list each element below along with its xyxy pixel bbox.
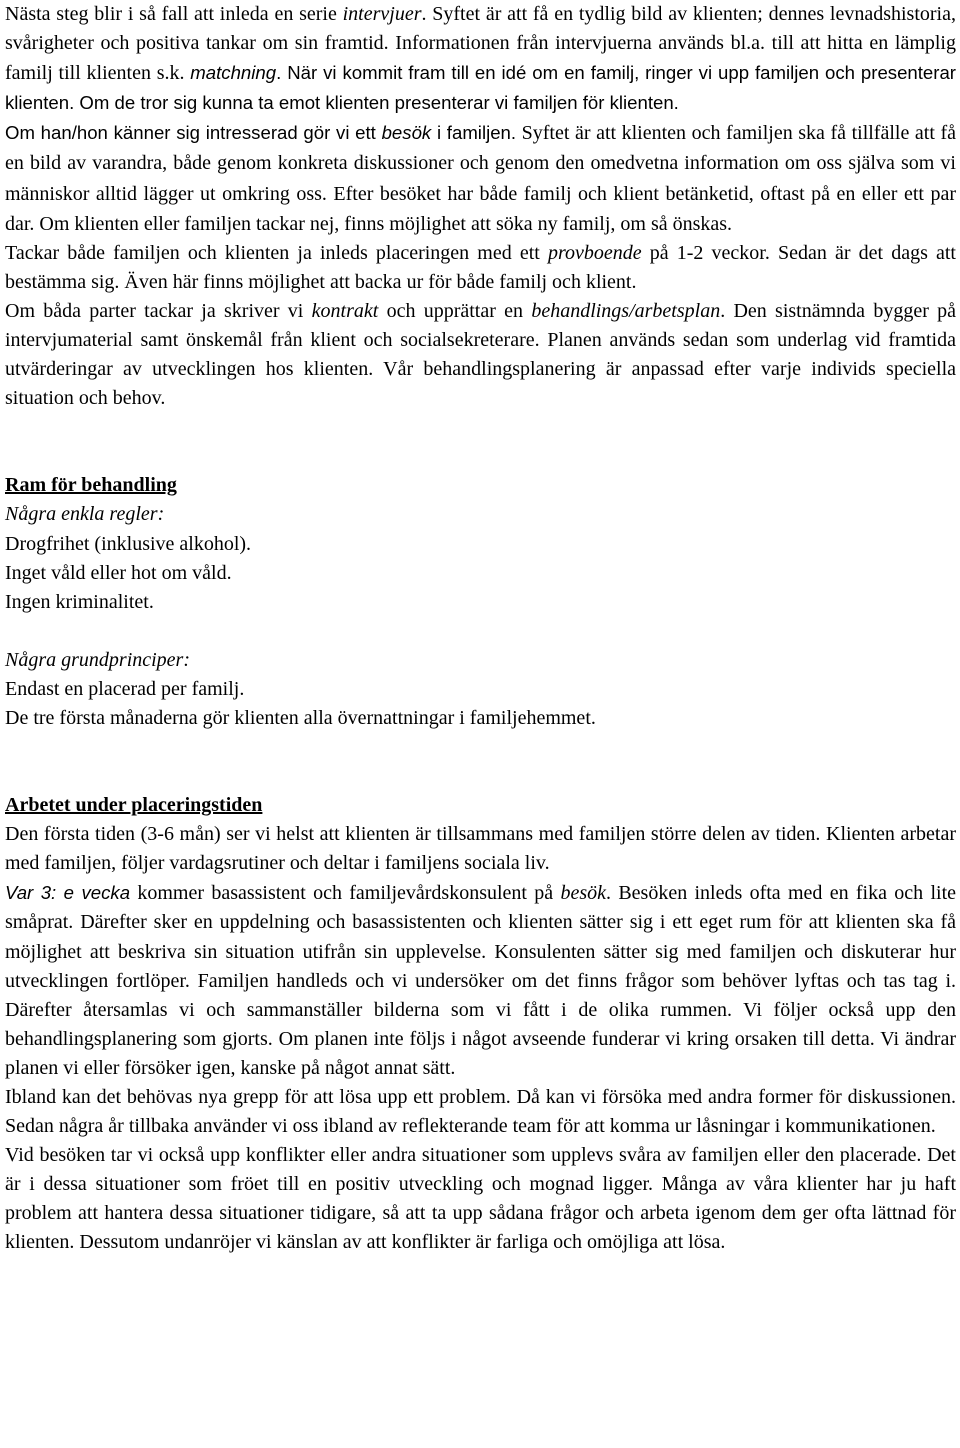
- contract-text-3: . Den sistnämnda bygger på intervjumaterial samt önskemål från klient och socialsekreterare. Planen används sedan som underlag vid framtida utvärderingar av utvecklingen hos klienten. Vår behandlingsplanering är anpassad efter varje individs speciella situation och behov.: [5, 299, 956, 410]
- rule-item: Ingen kriminalitet.: [5, 590, 154, 613]
- arbetet-text-a: kommer basassistent och familjevårdskonsulent på: [130, 882, 561, 905]
- section-spacer: [5, 413, 956, 471]
- contract-paragraph: [5, 297, 956, 413]
- intro-text-2: . Syftet är att få en tydlig bild av klienten; dennes levnadshistoria, svårigheter och positiva tankar om sin framtid. Informationen från intervjuerna används bl.a. till att hitta en lämplig familj till klienten s.k.: [5, 3, 956, 85]
- rule-item: Inget våld eller hot om våld.: [5, 561, 232, 584]
- arbetet-heading: Arbetet under placeringstiden: [5, 794, 263, 817]
- arbetet-paragraph-1: Den första tiden (3-6 mån) ser vi helst att klienten är tillsammans med familjen större delen av tiden. Klienten arbetar med familjen, följer vardagsrutiner och deltar i familjens sociala liv.: [5, 823, 956, 875]
- trial-paragraph: [5, 239, 956, 297]
- arbetet-paragraph-2: [5, 878, 956, 1083]
- trial-text-2: på 1-2 veckor. Sedan är det dags att bestämma sig. Även här finns möjlighet att backa ur för både familj och klient.: [5, 241, 956, 293]
- intro-paragraph: [5, 0, 956, 118]
- contract-text-2: och upprättar en: [378, 299, 532, 322]
- trial-em-provboende: provboende: [547, 241, 642, 264]
- trial-text-1: Tackar både familjen och klienten ja inleds placeringen med ett: [5, 241, 548, 264]
- contract-text-1: Om båda parter tackar ja skriver vi: [5, 299, 312, 322]
- principle-item: Endast en placerad per familj.: [5, 677, 245, 700]
- contract-em-kontrakt: kontrakt: [311, 299, 379, 322]
- contract-em-plan: behandlings/arbetsplan: [531, 299, 721, 322]
- arbetet-paragraph-4: Vid besöken tar vi också upp konflikter eller andra situationer som upplevs svåra av familjen eller den placerade. Det är i dessa situationer som fröet till en positiv utveckling och mognad ligger. Många av våra klienter har ju haft problem att hantera dessa situationer tidigare, så att ta upp sådana frågor och arbeta igenom dem ger ofta lättnad för klienten. Dessutom undanröjer vi känslan av att konflikter är farliga och omöjliga att lösa.: [5, 1144, 956, 1254]
- intro-em-matchning: matchning: [190, 62, 277, 84]
- intro-em-intervjuer: intervjuer: [342, 3, 422, 25]
- principle-item: De tre första månaderna gör klienten alla övernattningar i familjehemmet.: [5, 706, 596, 729]
- document-page: [5, 0, 956, 1258]
- visit-em-besok: besök: [381, 122, 432, 144]
- rules-label: Några enkla regler:: [5, 503, 165, 526]
- visit-text-1: Om han/hon känner sig intresserad gör vi ett: [5, 122, 382, 144]
- intro-text-1: Nästa steg blir i så fall att inleda en serie: [5, 3, 343, 25]
- arbetet-text-b: . Besöken inleds ofta med en fika och lite småprat. Därefter sker en uppdelning och basassistenten och klienten sätter sig i ett eget rum för att klienten ska få möjlighet att beskriva sin situation utifrån sin upplevelse. Konsulenten sätter sig med familjen och diskuterar hur utvecklingen fortlöper. Familjen handleds och vi undersöker om det finns frågor som behöver lyftas och tas tag i. Därefter återsamlas vi och sammanställer bilderna som vi fått i de olika rummen. Vi följer också upp den behandlingsplanering som gjorts. Om planen inte följs i något avseende funderar vi kring orsaken till detta. Vi ändrar planen vi eller försöker igen, kanske på något annat sätt.: [5, 882, 956, 1079]
- visit-text-2: i familjen.: [431, 122, 517, 144]
- intro-text-3: . När vi kommit fram till en idé om en familj, ringer vi upp familjen och presenterar klienten. Om de tror sig kunna ta emot klienten presenterar vi familjen för klienten.: [5, 62, 956, 114]
- list-spacer: [5, 617, 956, 646]
- principles-label: Några grundprinciper:: [5, 648, 190, 671]
- ram-heading: Ram för behandling: [5, 474, 177, 497]
- section-spacer: [5, 733, 956, 791]
- arbetet-em-besok: besök: [560, 882, 607, 905]
- rule-item: Drogfrihet (inklusive alkohol).: [5, 532, 252, 555]
- arbetet-paragraph-3: Ibland kan det behövas nya grepp för att lösa upp ett problem. Då kan vi försöka med andra former för diskussionen. Sedan några år tillbaka använder vi oss ibland av reflekterande team för att komma ur låsningar i kommunikationen.: [5, 1086, 956, 1138]
- arbetet-em-frequency: Var 3: e vecka: [5, 882, 131, 904]
- visit-text-3: Syftet är att klienten och familjen ska få tillfälle att få en bild av varandra, både genom konkreta diskussioner och genom den omedvetna information om oss själva som vi människor alltid lägger ut omkring oss. Efter besöket har både familj och klient betänketid, oftast på en eller ett par dar. Om klienten eller familjen tackar nej, finns möjlighet att söka ny familj, om så önskas.: [5, 122, 956, 235]
- visit-paragraph: [5, 118, 956, 238]
